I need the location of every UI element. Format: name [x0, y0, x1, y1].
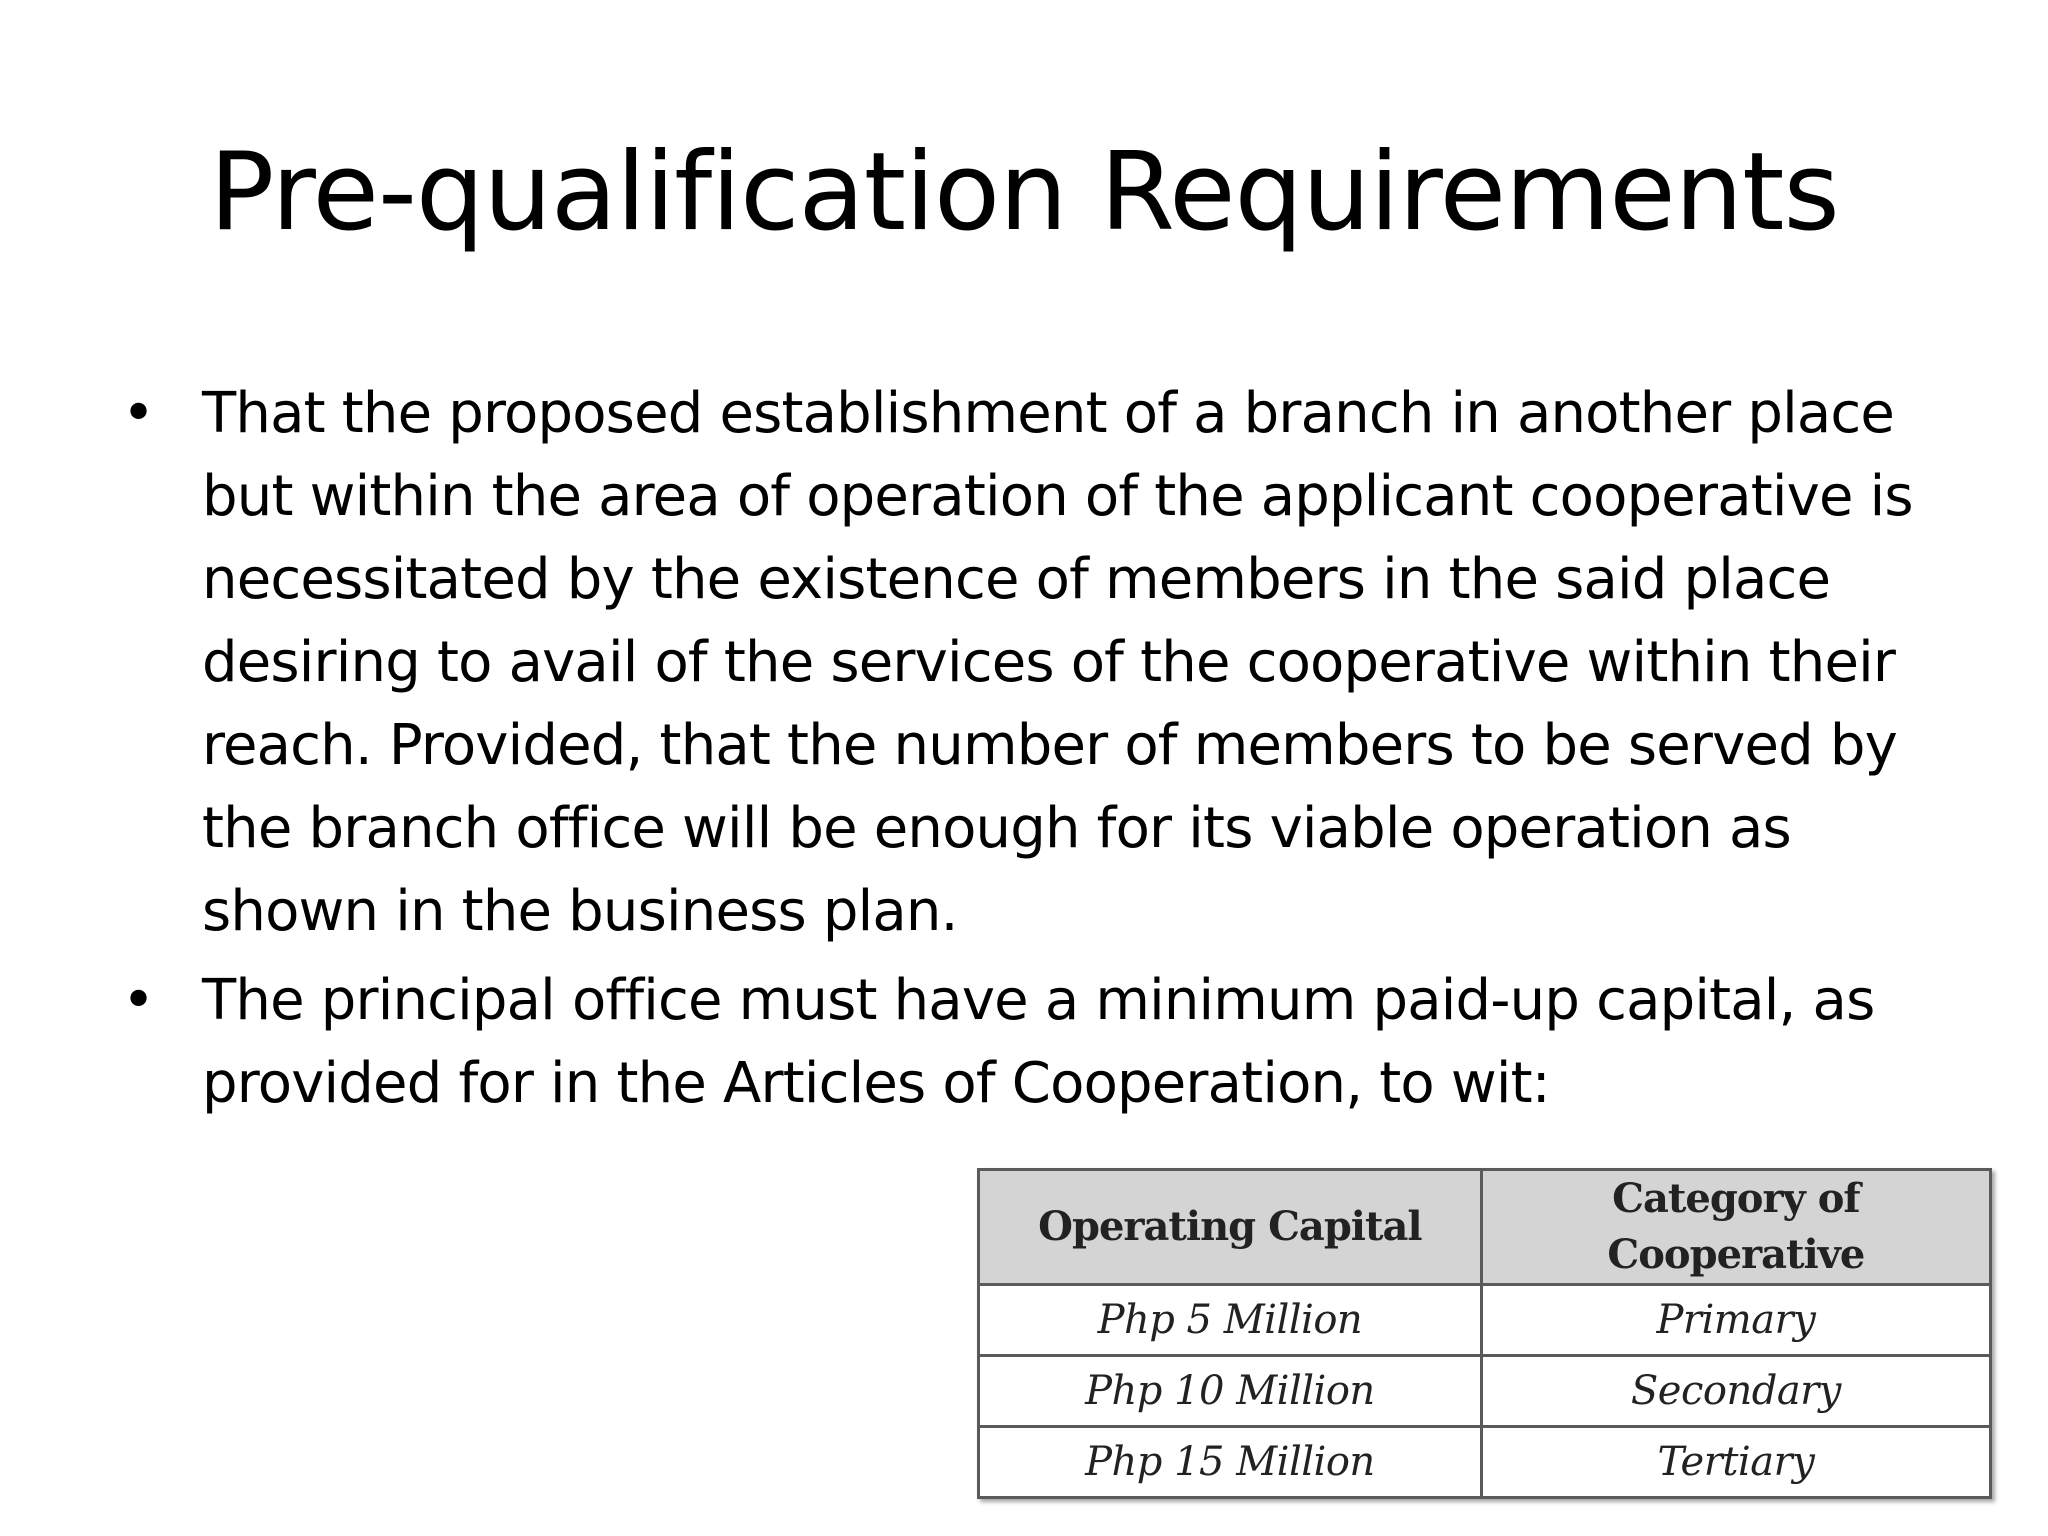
bullet-list	[122, 372, 1962, 1131]
bullet-item	[122, 959, 1962, 1125]
header-operating-capital: Operating Capital	[979, 1170, 1482, 1285]
table-cell-capital: Php 5 Million	[979, 1285, 1482, 1356]
table-row	[979, 1356, 1991, 1427]
table-row	[979, 1285, 1991, 1356]
header-category	[1481, 1170, 1990, 1285]
header-category-label: Category of Cooperative	[1607, 1175, 1865, 1278]
table-cell-capital: Php 15 Million	[979, 1427, 1482, 1498]
bullet-text: That the proposed establishment of a branch in another place but within the area of operation of the applicant cooperative is necessitated by the existence of members in the said place desiring to avail of the services of the cooperative within their reach. Provided, that the number of members to be served by the branch office will be enough for its viable operation as shown in the business plan.	[202, 381, 1913, 944]
capital-table	[977, 1168, 1992, 1499]
table-header-row	[979, 1170, 1991, 1285]
table-cell-category: Primary	[1481, 1285, 1990, 1356]
bullet-item	[122, 372, 1962, 953]
table-cell-capital: Php 10 Million	[979, 1356, 1482, 1427]
bullet-marker: •	[122, 968, 155, 1033]
bullet-marker: •	[122, 381, 155, 446]
table-row	[979, 1427, 1991, 1498]
slide-title: Pre-qualification Requirements	[209, 130, 1839, 255]
table-cell-category: Secondary	[1481, 1356, 1990, 1427]
table-cell-category: Tertiary	[1481, 1427, 1990, 1498]
bullet-text: The principal office must have a minimum paid-up capital, as provided for in the Articles of Cooperation, to wit:	[202, 968, 1875, 1116]
